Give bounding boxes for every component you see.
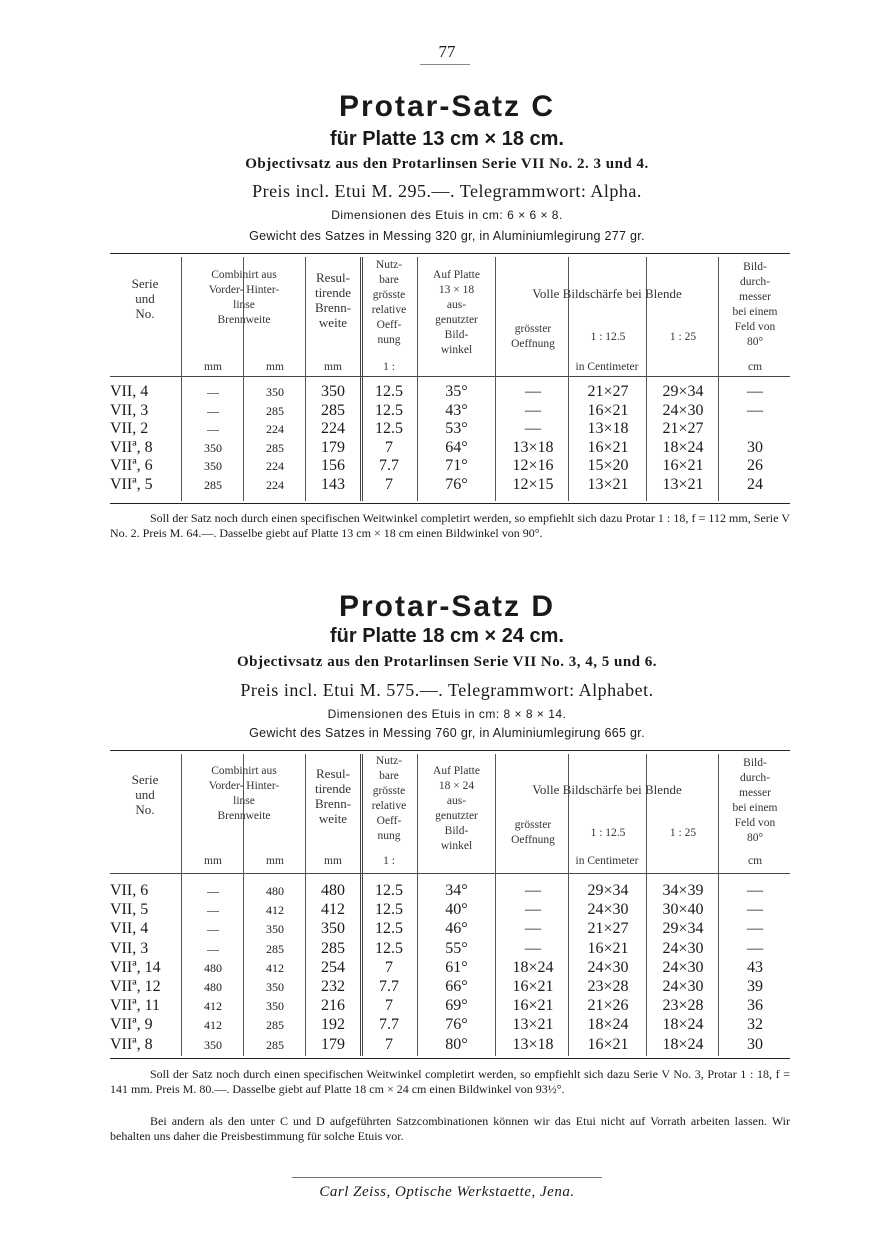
table-cell-angle: 61°: [445, 958, 468, 976]
table-cell-b125: 13×21: [587, 475, 629, 493]
table-cell-largest: —: [525, 420, 541, 437]
table-cell-b125: 29×34: [587, 882, 629, 899]
footer-signature: Carl Zeiss, Optische Werkstaette, Jena.: [319, 1184, 575, 1200]
table-cell-serie: VIIª, 5: [110, 475, 153, 493]
table-cell-serie: VIIª, 8: [110, 1035, 153, 1053]
header-angle: Auf Platte 18 × 24 aus- genutzter Bild- winkel: [433, 765, 480, 852]
table-cell-res: 179: [321, 1035, 345, 1053]
table-cell-dia: —: [747, 401, 763, 419]
table-column-rule: [646, 754, 647, 1056]
table-cell-res: 216: [321, 997, 345, 1015]
table-column-rule: [305, 257, 306, 501]
table-cell-front: —: [207, 422, 219, 436]
table-cell-ap: 12.5: [375, 920, 403, 938]
table-cell-serie: VII, 3: [110, 939, 149, 957]
table-cell-b125: 16×21: [587, 939, 629, 957]
table-cell-largest: —: [525, 920, 541, 938]
table-cell-largest: 13×21: [512, 1016, 554, 1034]
table-cell-back: 285: [266, 941, 284, 956]
header-serie: Serie und No.: [131, 772, 159, 817]
section-dimensions: Dimensionen des Etuis in cm: 6 × 6 × 8.: [331, 208, 563, 222]
unit-centimeter: in Centimeter: [575, 855, 639, 867]
table-cell-dia: 36: [747, 997, 763, 1015]
table-cell-b25: 18×24: [662, 1035, 704, 1053]
table-cell-angle: 76°: [445, 475, 468, 493]
table-cell-largest: 16×21: [512, 978, 554, 995]
table-cell-back: 350: [266, 385, 284, 399]
table-cell-front: —: [207, 922, 219, 937]
table-cell-ap: 12.5: [375, 383, 403, 400]
table-cell-b25: 24×30: [662, 939, 704, 957]
table-cell-b25: 29×34: [662, 383, 704, 400]
table-cell-front: 480: [204, 960, 222, 975]
table-cell-largest: 13×18: [512, 438, 554, 456]
table-column-rule: [417, 257, 418, 501]
section-subtitle: für Platte 18 cm × 24 cm.: [329, 625, 564, 647]
table-cell-front: 412: [204, 999, 222, 1014]
table-column-rule: [495, 754, 496, 1056]
table-cell-b125: 16×21: [587, 438, 629, 456]
table-top-rule: [110, 750, 790, 751]
table-cell-dia: 30: [747, 1035, 763, 1053]
table-cell-ap: 12.5: [375, 401, 403, 419]
table-cell-front: 480: [204, 980, 222, 994]
table-cell-serie: VII, 5: [110, 901, 149, 919]
table-cell-front: 350: [204, 440, 222, 455]
table-cell-res: 254: [321, 958, 345, 976]
section-note: Soll der Satz noch durch einen specifischen Weitwinkel completirt werden, so empfiehlt sich dazu Protar 1 : 18, f = 112 mm, Serie V No. 2. Preis M. 64.—. Dasselbe giebt auf Platte 13 cm × 18 cm einen Bildwinkel von 90°.: [110, 511, 790, 540]
header-diameter: Bild- durch- messer bei einem Feld von 80°: [732, 261, 778, 348]
section-title: Protar-Satz C: [338, 90, 556, 123]
table-cell-serie: VII, 3: [110, 401, 149, 419]
section-note: Soll der Satz noch durch einen specifischen Weitwinkel completirt werden, so empfiehlt sich dazu Serie V No. 3, Protar 1 : 18, f = 141 mm. Preis M. 80.—. Dasselbe giebt auf Platte 18 cm × 24 cm einen Bildwinkel von 93½°.: [110, 1067, 790, 1096]
table-cell-dia: —: [747, 882, 763, 899]
table-cell-front: —: [207, 385, 219, 399]
table-column-rule: [181, 257, 182, 501]
header-resulting: Resul- tirende Brenn- weite: [314, 766, 352, 826]
table-cell-dia: 32: [747, 1016, 763, 1034]
table-cell-back: 224: [266, 459, 284, 473]
unit-ratio: 1 :: [383, 361, 395, 373]
table-cell-res: 232: [321, 978, 345, 995]
table-cell-back: 285: [266, 440, 284, 455]
table-cell-largest: —: [525, 401, 541, 419]
table-cell-front: —: [207, 941, 219, 956]
table-cell-front: 350: [204, 459, 222, 473]
table-cell-b125: 13×18: [587, 420, 629, 437]
table-top-rule: [110, 253, 790, 254]
table-cell-ap: 7.7: [379, 1016, 399, 1034]
table-cell-angle: 53°: [445, 420, 468, 437]
table-cell-b125: 24×30: [587, 958, 629, 976]
page-number: 77: [438, 42, 456, 61]
table-bottom-rule: [110, 1058, 790, 1059]
table-bottom-rule: [110, 503, 790, 504]
table-cell-b25: 18×24: [662, 1016, 704, 1034]
header-serie: Serie und No.: [131, 276, 159, 321]
table-cell-dia: —: [747, 920, 763, 938]
header-largest-opening: grösster Oeffnung: [511, 819, 555, 846]
table-cell-dia: 24: [747, 475, 763, 493]
table-cell-serie: VII, 6: [110, 882, 149, 899]
section-objective-set: Objectivsatz aus den Protarlinsen Serie VII No. 2. 3 und 4.: [245, 156, 649, 172]
header-combined: Combinirt aus Vorder- Hinter- linse Brennweite: [208, 765, 280, 822]
table-cell-dia: —: [747, 383, 763, 400]
table-cell-b125: 16×21: [587, 1035, 629, 1053]
table-cell-front: 350: [204, 1037, 222, 1052]
table-cell-back: 224: [266, 477, 284, 492]
table-cell-angle: 40°: [445, 901, 468, 919]
table-cell-back: 350: [266, 922, 284, 937]
header-f25: 1 : 25: [669, 331, 697, 343]
table-cell-res: 285: [321, 401, 345, 419]
table-cell-back: 480: [266, 884, 284, 898]
table-cell-b25: 34×39: [662, 882, 704, 899]
table-cell-serie: VIIª, 11: [110, 997, 161, 1015]
table-cell-front: —: [207, 903, 219, 918]
unit-mm-resulting: mm: [324, 361, 342, 373]
footer-rule: [292, 1177, 602, 1178]
header-f25: 1 : 25: [669, 827, 697, 839]
table-cell-ap: 12.5: [375, 882, 403, 899]
table-cell-ap: 7: [385, 997, 393, 1015]
table-cell-b25: 29×34: [662, 920, 704, 938]
table-cell-res: 156: [321, 457, 345, 474]
table-cell-b125: 21×27: [587, 383, 629, 400]
table-column-rule: [495, 257, 496, 501]
table-cell-front: —: [207, 403, 219, 418]
unit-cm-diameter: cm: [747, 361, 763, 373]
table-cell-b125: 24×30: [587, 901, 629, 919]
unit-mm-resulting: mm: [324, 855, 342, 867]
table-cell-ap: 7: [385, 1035, 393, 1053]
table-cell-serie: VIIª, 6: [110, 457, 153, 474]
table-column-rule: [718, 257, 719, 501]
table-cell-serie: VIIª, 8: [110, 438, 153, 456]
table-column-rule: [181, 754, 182, 1056]
table-cell-largest: 13×18: [512, 1035, 554, 1053]
table-cell-b25: 18×24: [662, 438, 704, 456]
header-angle: Auf Platte 13 × 18 aus- genutzter Bild- winkel: [433, 269, 480, 356]
table-cell-b25: 24×30: [662, 978, 704, 995]
header-f125: 1 : 12.5: [590, 331, 626, 343]
table-cell-serie: VIIª, 14: [110, 958, 161, 976]
table-cell-front: 285: [204, 477, 222, 492]
unit-mm-back: mm: [266, 855, 284, 867]
table-cell-angle: 43°: [445, 401, 468, 419]
unit-mm-back: mm: [266, 361, 284, 373]
table-cell-b125: 21×27: [587, 920, 629, 938]
table-cell-ap: 7: [385, 438, 393, 456]
table-cell-back: 285: [266, 403, 284, 418]
table-cell-dia: —: [747, 901, 763, 919]
table-cell-b25: 13×21: [662, 475, 704, 493]
table-cell-largest: 18×24: [512, 958, 554, 976]
table-cell-angle: 46°: [445, 920, 468, 938]
table-cell-b25: 24×30: [662, 958, 704, 976]
table-cell-serie: VII, 4: [110, 920, 149, 938]
section-dimensions: Dimensionen des Etuis in cm: 8 × 8 × 14.: [327, 707, 567, 721]
table-cell-back: 285: [266, 1018, 284, 1033]
table-cell-largest: —: [525, 882, 541, 899]
table-cell-largest: —: [525, 901, 541, 919]
table-column-rule: [305, 754, 306, 1056]
page-number-rule: [420, 64, 470, 65]
table-cell-angle: 71°: [445, 457, 468, 474]
table-cell-serie: VIIª, 9: [110, 1016, 153, 1034]
table-cell-dia: 26: [747, 457, 763, 474]
table-cell-res: 350: [321, 383, 345, 400]
table-cell-front: —: [207, 884, 219, 898]
unit-ratio: 1 :: [383, 855, 395, 867]
table-cell-front: 412: [204, 1018, 222, 1033]
table-cell-back: 350: [266, 980, 284, 994]
header-resulting: Resul- tirende Brenn- weite: [314, 270, 352, 330]
section-weight: Gewicht des Satzes in Messing 320 gr, in Aluminiumlegirung 277 gr.: [249, 229, 645, 243]
table-cell-angle: 76°: [445, 1016, 468, 1034]
unit-mm-front: mm: [204, 855, 222, 867]
table-header-rule: [110, 376, 790, 377]
table-cell-ap: 7: [385, 958, 393, 976]
table-cell-largest: 12×16: [512, 457, 554, 474]
table-cell-ap: 12.5: [375, 939, 403, 957]
table-cell-back: 285: [266, 1037, 284, 1052]
section-title: Protar-Satz D: [338, 590, 556, 623]
header-f125: 1 : 12.5: [590, 827, 626, 839]
header-largest-opening: grösster Oeffnung: [511, 323, 555, 350]
header-combined: Combinirt aus Vorder- Hinter- linse Brennweite: [208, 269, 280, 326]
table-cell-back: 224: [266, 422, 284, 436]
table-cell-ap: 7.7: [379, 457, 399, 474]
table-cell-angle: 64°: [445, 438, 468, 456]
table-cell-res: 350: [321, 920, 345, 938]
table-cell-b125: 21×26: [587, 997, 629, 1015]
table-cell-angle: 55°: [445, 939, 468, 957]
table-cell-res: 143: [321, 475, 345, 493]
section-price: Preis incl. Etui M. 295.—. Telegrammwort: Alpha.: [252, 181, 642, 201]
header-diameter: Bild- durch- messer bei einem Feld von 80°: [732, 757, 778, 844]
table-cell-angle: 80°: [445, 1035, 468, 1053]
header-sharpness: Volle Bildschärfe bei Blende: [532, 782, 682, 797]
table-cell-back: 412: [266, 903, 284, 918]
table-cell-largest: —: [525, 939, 541, 957]
section-note-2: Bei andern als den unter C und D aufgeführten Satzcombinationen können wir das Etui nicht auf Vorrath arbeiten lassen. Wir behalten uns daher die Preisbestimmung für solche Etuis vor.: [110, 1114, 790, 1143]
table-cell-angle: 66°: [445, 978, 468, 995]
table-cell-res: 285: [321, 939, 345, 957]
table-cell-ap: 7.7: [379, 978, 399, 995]
table-cell-ap: 12.5: [375, 901, 403, 919]
table-cell-b25: 24×30: [662, 401, 704, 419]
table-column-rule: [718, 754, 719, 1056]
table-column-rule: [417, 754, 418, 1056]
header-aperture: Nutz- bare grösste relative Oeff- nung: [371, 259, 407, 346]
table-cell-b25: 16×21: [662, 457, 704, 474]
unit-centimeter: in Centimeter: [575, 361, 639, 373]
table-cell-b25: 21×27: [662, 420, 704, 437]
table-cell-back: 412: [266, 960, 284, 975]
table-cell-ap: 7: [385, 475, 393, 493]
table-cell-serie: VII, 4: [110, 383, 149, 400]
table-cell-largest: —: [525, 383, 541, 400]
unit-cm-diameter: cm: [747, 855, 763, 867]
table-cell-res: 412: [321, 901, 345, 919]
table-cell-res: 192: [321, 1016, 345, 1034]
table-cell-res: 224: [321, 420, 345, 437]
table-cell-b125: 23×28: [587, 978, 629, 995]
table-cell-angle: 69°: [445, 997, 468, 1015]
header-sharpness: Volle Bildschärfe bei Blende: [532, 286, 682, 301]
table-header-rule: [110, 873, 790, 874]
table-cell-b25: 23×28: [662, 997, 704, 1015]
table-cell-largest: 12×15: [512, 475, 554, 493]
table-cell-res: 179: [321, 438, 345, 456]
table-cell-dia: 39: [747, 978, 763, 995]
table-cell-ap: 12.5: [375, 420, 403, 437]
table-cell-largest: 16×21: [512, 997, 554, 1015]
section-price: Preis incl. Etui M. 575.—. Telegrammwort: Alphabet.: [240, 680, 654, 700]
table-cell-b25: 30×40: [662, 901, 704, 919]
table-cell-res: 480: [321, 882, 345, 899]
unit-mm-front: mm: [204, 361, 222, 373]
section-objective-set: Objectivsatz aus den Protarlinsen Serie VII No. 3, 4, 5 und 6.: [236, 654, 658, 670]
section-subtitle: für Platte 13 cm × 18 cm.: [329, 128, 564, 150]
table-cell-b125: 15×20: [587, 457, 629, 474]
table-cell-dia: 43: [747, 958, 763, 976]
table-cell-dia: 30: [747, 438, 763, 456]
table-cell-b125: 16×21: [587, 401, 629, 419]
table-cell-angle: 34°: [445, 882, 468, 899]
section-weight: Gewicht des Satzes in Messing 760 gr, in Aluminiumlegirung 665 gr.: [249, 726, 645, 740]
table-cell-angle: 35°: [445, 383, 468, 400]
table-cell-dia: —: [747, 939, 763, 957]
table-cell-serie: VIIª, 12: [110, 978, 161, 995]
table-cell-serie: VII, 2: [110, 420, 149, 437]
header-aperture: Nutz- bare grösste relative Oeff- nung: [371, 755, 407, 842]
table-cell-b125: 18×24: [587, 1016, 629, 1034]
table-cell-back: 350: [266, 999, 284, 1014]
